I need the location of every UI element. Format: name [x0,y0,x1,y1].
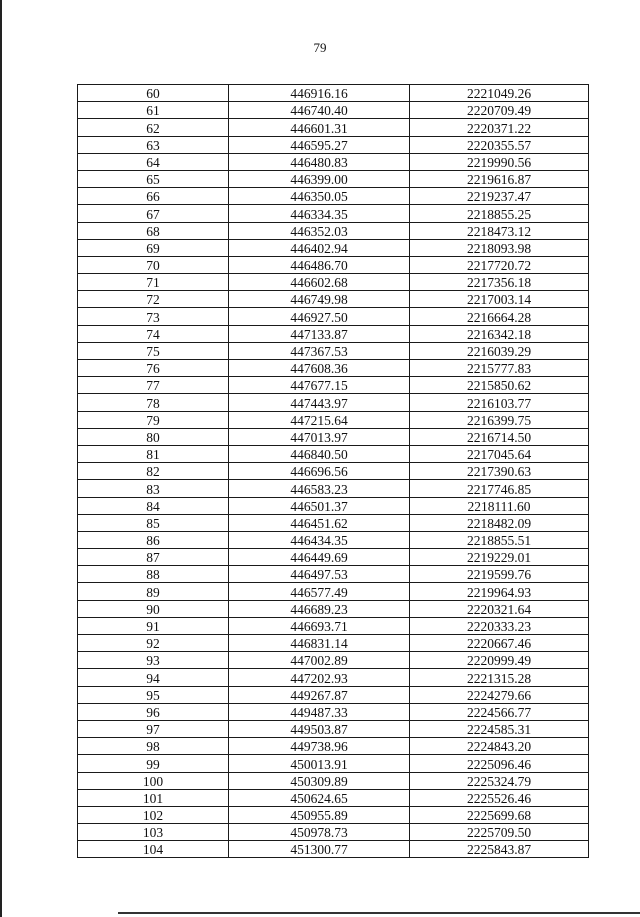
table-row [78,566,589,583]
point-number-cell: 97 [78,720,229,737]
table-row [78,308,589,325]
x-coordinate-cell: 449738.96 [229,738,410,755]
table-row [78,531,589,548]
table-row [78,635,589,652]
point-number-cell: 72 [78,291,229,308]
page-number: 79 [313,40,327,55]
x-coordinate-cell: 447202.93 [229,669,410,686]
y-coordinate-cell: 2216342.18 [410,325,589,342]
y-coordinate-cell: 2225324.79 [410,772,589,789]
y-coordinate-cell: 2216103.77 [410,394,589,411]
table-row [78,85,589,102]
point-number-cell: 100 [78,772,229,789]
point-number-cell: 63 [78,136,229,153]
point-number-cell: 85 [78,514,229,531]
coordinates-table-body [78,85,589,858]
point-number-cell: 60 [78,85,229,102]
x-coordinate-cell: 447002.89 [229,652,410,669]
x-coordinate-cell: 446583.23 [229,480,410,497]
x-coordinate-cell: 446577.49 [229,583,410,600]
table-row [78,514,589,531]
y-coordinate-cell: 2216664.28 [410,308,589,325]
y-coordinate-cell: 2219990.56 [410,153,589,170]
point-number-cell: 95 [78,686,229,703]
point-number-cell: 78 [78,394,229,411]
table-row [78,755,589,772]
x-coordinate-cell: 446696.56 [229,463,410,480]
table-row [78,222,589,239]
x-coordinate-cell: 446480.83 [229,153,410,170]
y-coordinate-cell: 2218482.09 [410,514,589,531]
point-number-cell: 64 [78,153,229,170]
table-row [78,394,589,411]
table-row [78,119,589,136]
point-number-cell: 93 [78,652,229,669]
table-row [78,480,589,497]
y-coordinate-cell: 2219616.87 [410,170,589,187]
y-coordinate-cell: 2218855.25 [410,205,589,222]
point-number-cell: 75 [78,342,229,359]
x-coordinate-cell: 450624.65 [229,789,410,806]
point-number-cell: 94 [78,669,229,686]
point-number-cell: 67 [78,205,229,222]
y-coordinate-cell: 2220999.49 [410,652,589,669]
y-coordinate-cell: 2215777.83 [410,360,589,377]
x-coordinate-cell: 451300.77 [229,841,410,858]
table-row [78,789,589,806]
page-edge-left [0,0,2,917]
y-coordinate-cell: 2216714.50 [410,428,589,445]
y-coordinate-cell: 2225709.50 [410,824,589,841]
page-edge-bottom [118,912,640,914]
y-coordinate-cell: 2217746.85 [410,480,589,497]
x-coordinate-cell: 446595.27 [229,136,410,153]
y-coordinate-cell: 2219964.93 [410,583,589,600]
x-coordinate-cell: 446831.14 [229,635,410,652]
y-coordinate-cell: 2217720.72 [410,256,589,273]
x-coordinate-cell: 447443.97 [229,394,410,411]
table-row [78,239,589,256]
table-row [78,136,589,153]
x-coordinate-cell: 446689.23 [229,600,410,617]
y-coordinate-cell: 2221049.26 [410,85,589,102]
point-number-cell: 104 [78,841,229,858]
x-coordinate-cell: 446350.05 [229,188,410,205]
point-number-cell: 96 [78,703,229,720]
table-row [78,411,589,428]
table-row [78,188,589,205]
point-number-cell: 68 [78,222,229,239]
point-number-cell: 101 [78,789,229,806]
x-coordinate-cell: 447677.15 [229,377,410,394]
x-coordinate-cell: 446749.98 [229,291,410,308]
y-coordinate-cell: 2224585.31 [410,720,589,737]
table-row [78,170,589,187]
x-coordinate-cell: 446352.03 [229,222,410,239]
x-coordinate-cell: 450955.89 [229,806,410,823]
point-number-cell: 74 [78,325,229,342]
y-coordinate-cell: 2217356.18 [410,274,589,291]
x-coordinate-cell: 446927.50 [229,308,410,325]
y-coordinate-cell: 2217045.64 [410,445,589,462]
point-number-cell: 90 [78,600,229,617]
x-coordinate-cell: 449267.87 [229,686,410,703]
x-coordinate-cell: 446449.69 [229,549,410,566]
table-row [78,445,589,462]
x-coordinate-cell: 447133.87 [229,325,410,342]
x-coordinate-cell: 447215.64 [229,411,410,428]
x-coordinate-cell: 446501.37 [229,497,410,514]
x-coordinate-cell: 446399.00 [229,170,410,187]
point-number-cell: 102 [78,806,229,823]
table-row [78,824,589,841]
y-coordinate-cell: 2224279.66 [410,686,589,703]
table-row [78,153,589,170]
point-number-cell: 86 [78,531,229,548]
x-coordinate-cell: 449503.87 [229,720,410,737]
x-coordinate-cell: 450978.73 [229,824,410,841]
coordinates-table [77,84,589,858]
table-row [78,583,589,600]
point-number-cell: 79 [78,411,229,428]
table-row [78,772,589,789]
point-number-cell: 73 [78,308,229,325]
point-number-cell: 89 [78,583,229,600]
point-number-cell: 92 [78,635,229,652]
point-number-cell: 76 [78,360,229,377]
x-coordinate-cell: 446602.68 [229,274,410,291]
table-row [78,205,589,222]
table-row [78,720,589,737]
point-number-cell: 98 [78,738,229,755]
y-coordinate-cell: 2225096.46 [410,755,589,772]
table-row [78,738,589,755]
table-row [78,669,589,686]
point-number-cell: 61 [78,102,229,119]
x-coordinate-cell: 447367.53 [229,342,410,359]
y-coordinate-cell: 2218473.12 [410,222,589,239]
y-coordinate-cell: 2224566.77 [410,703,589,720]
x-coordinate-cell: 446693.71 [229,617,410,634]
point-number-cell: 66 [78,188,229,205]
x-coordinate-cell: 446840.50 [229,445,410,462]
x-coordinate-cell: 446451.62 [229,514,410,531]
point-number-cell: 81 [78,445,229,462]
point-number-cell: 77 [78,377,229,394]
y-coordinate-cell: 2215850.62 [410,377,589,394]
point-number-cell: 71 [78,274,229,291]
y-coordinate-cell: 2216039.29 [410,342,589,359]
table-row [78,377,589,394]
table-row [78,497,589,514]
y-coordinate-cell: 2225699.68 [410,806,589,823]
y-coordinate-cell: 2224843.20 [410,738,589,755]
point-number-cell: 82 [78,463,229,480]
table-row [78,291,589,308]
table-row [78,274,589,291]
point-number-cell: 65 [78,170,229,187]
y-coordinate-cell: 2217003.14 [410,291,589,308]
table-row [78,686,589,703]
y-coordinate-cell: 2220709.49 [410,102,589,119]
x-coordinate-cell: 450013.91 [229,755,410,772]
point-number-cell: 91 [78,617,229,634]
y-coordinate-cell: 2219237.47 [410,188,589,205]
x-coordinate-cell: 446740.40 [229,102,410,119]
x-coordinate-cell: 447608.36 [229,360,410,377]
x-coordinate-cell: 449487.33 [229,703,410,720]
table-row [78,617,589,634]
y-coordinate-cell: 2220355.57 [410,136,589,153]
x-coordinate-cell: 446497.53 [229,566,410,583]
point-number-cell: 69 [78,239,229,256]
table-row [78,549,589,566]
y-coordinate-cell: 2220371.22 [410,119,589,136]
x-coordinate-cell: 450309.89 [229,772,410,789]
table-row [78,428,589,445]
y-coordinate-cell: 2218855.51 [410,531,589,548]
x-coordinate-cell: 447013.97 [229,428,410,445]
y-coordinate-cell: 2220333.23 [410,617,589,634]
table-row [78,342,589,359]
point-number-cell: 62 [78,119,229,136]
y-coordinate-cell: 2219229.01 [410,549,589,566]
y-coordinate-cell: 2217390.63 [410,463,589,480]
table-row [78,806,589,823]
x-coordinate-cell: 446486.70 [229,256,410,273]
y-coordinate-cell: 2221315.28 [410,669,589,686]
y-coordinate-cell: 2220321.64 [410,600,589,617]
point-number-cell: 99 [78,755,229,772]
x-coordinate-cell: 446402.94 [229,239,410,256]
point-number-cell: 70 [78,256,229,273]
table-row [78,325,589,342]
table-row [78,652,589,669]
table-row [78,102,589,119]
point-number-cell: 87 [78,549,229,566]
table-row [78,600,589,617]
y-coordinate-cell: 2220667.46 [410,635,589,652]
y-coordinate-cell: 2218111.60 [410,497,589,514]
point-number-cell: 83 [78,480,229,497]
table-row [78,360,589,377]
table-row [78,463,589,480]
point-number-cell: 84 [78,497,229,514]
x-coordinate-cell: 446916.16 [229,85,410,102]
point-number-cell: 88 [78,566,229,583]
y-coordinate-cell: 2218093.98 [410,239,589,256]
table-row [78,841,589,858]
x-coordinate-cell: 446434.35 [229,531,410,548]
table-row [78,703,589,720]
x-coordinate-cell: 446601.31 [229,119,410,136]
y-coordinate-cell: 2219599.76 [410,566,589,583]
y-coordinate-cell: 2225526.46 [410,789,589,806]
point-number-cell: 103 [78,824,229,841]
point-number-cell: 80 [78,428,229,445]
y-coordinate-cell: 2216399.75 [410,411,589,428]
table-row [78,256,589,273]
x-coordinate-cell: 446334.35 [229,205,410,222]
y-coordinate-cell: 2225843.87 [410,841,589,858]
